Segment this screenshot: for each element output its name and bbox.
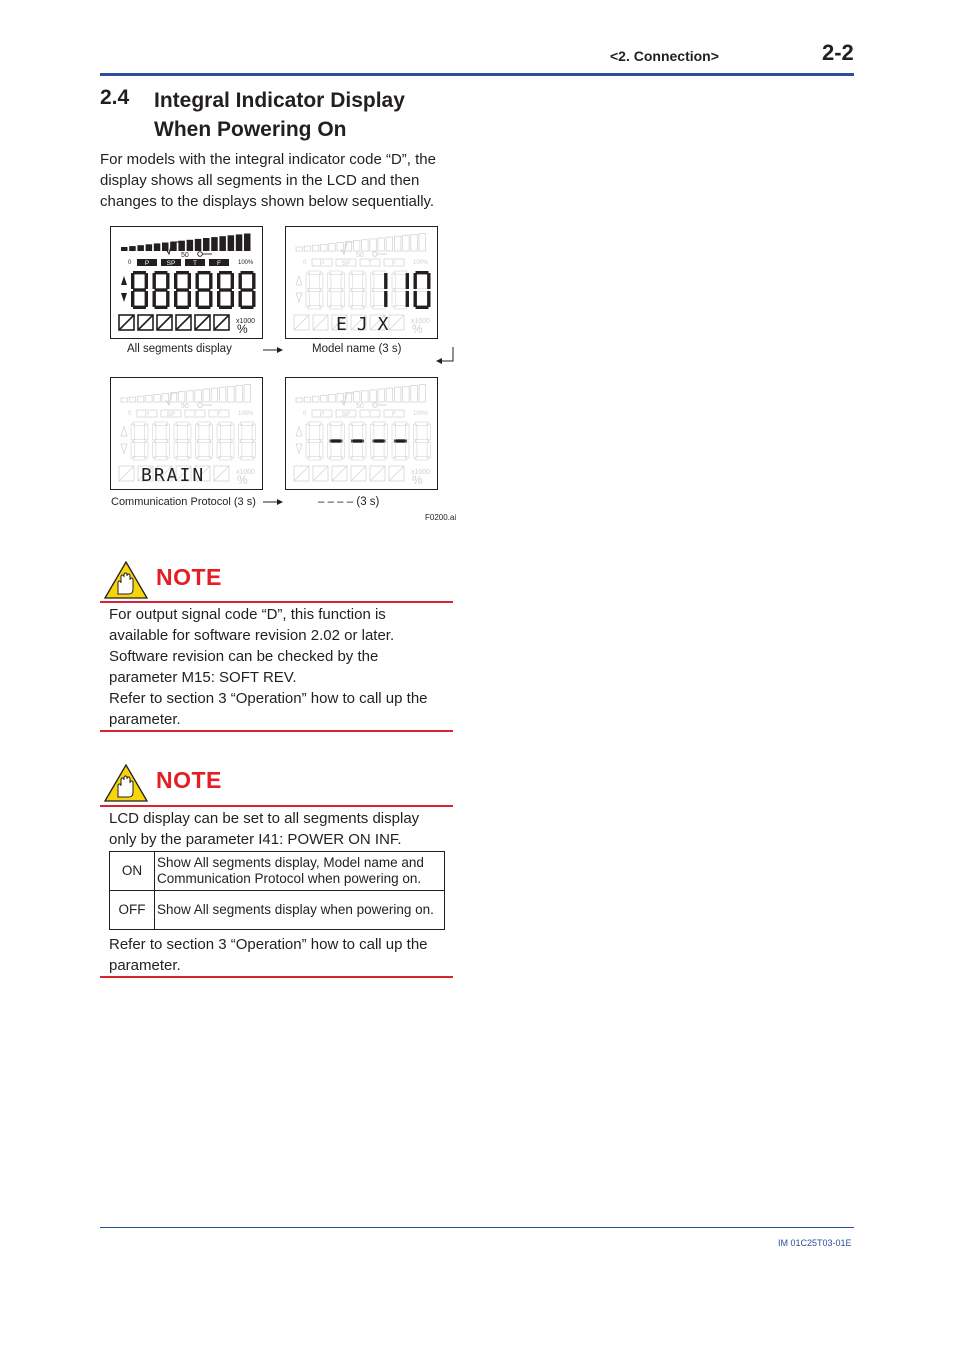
- note-line: parameter.: [109, 711, 181, 728]
- lcd-label-zero: 0: [303, 411, 307, 417]
- bargraph-segment: [244, 385, 251, 403]
- lcd-label-100pct: 100%: [413, 411, 429, 417]
- bargraph-segment: [403, 235, 410, 251]
- bargraph-segment: [353, 241, 360, 251]
- bargraph-segment: [304, 397, 311, 402]
- lcd-graphic: [111, 227, 262, 338]
- lcd-big-digit: [196, 271, 213, 309]
- table-row: [110, 852, 445, 891]
- lcd-small-char: [294, 315, 309, 330]
- bargraph-segment: [219, 387, 226, 402]
- bargraph-segment: [419, 234, 426, 252]
- note-bottom-rule: [100, 730, 453, 732]
- bargraph-segment: [370, 390, 377, 402]
- lcd-small-char: [176, 315, 191, 330]
- bargraph-segment: [296, 398, 303, 402]
- lcd-label-x1000: x1000: [411, 318, 431, 325]
- lcd-label-percent: %: [237, 322, 248, 336]
- lcd-small-text: BRAIN: [141, 465, 206, 486]
- note-line: parameter M15: SOFT REV.: [109, 669, 297, 686]
- chapter-label: <2. Connection>: [610, 48, 719, 64]
- bargraph-segment: [337, 394, 344, 403]
- intro-paragraph: For models with the integral indicator code “D”, the display shows all segments in the LCD and then changes to the displays shown below sequentially.: [100, 151, 436, 210]
- bargraph-segment: [162, 243, 169, 252]
- table-key: OFF: [110, 891, 155, 930]
- caution-hand-icon: [104, 764, 148, 802]
- note-1-body: [109, 604, 449, 730]
- section-number: 2.4: [100, 86, 130, 109]
- lcd-label-zero: 0: [303, 260, 307, 266]
- mode-indicator-label: F: [217, 260, 221, 267]
- bargraph-segment: [228, 235, 235, 251]
- lcd-small-text: EJX: [336, 314, 399, 335]
- lcd-label-50: 50: [356, 403, 364, 410]
- mode-indicator-label: T: [193, 260, 197, 267]
- down-triangle-icon: [121, 444, 127, 453]
- lcd-small-char: [157, 315, 172, 330]
- section-title-line2: When Powering On: [154, 118, 347, 141]
- mode-indicator-label: P: [144, 411, 150, 418]
- lcd-big-digit: [306, 271, 323, 309]
- lcd-big-digit: [306, 422, 323, 460]
- note-top-rule: [100, 601, 453, 603]
- note-line: available for software revision 2.02 or later.: [109, 627, 395, 644]
- lcd-big-digit: [174, 271, 191, 309]
- lcd-small-char: [294, 466, 309, 481]
- table-value: Show All segments display when powering on.: [155, 891, 445, 930]
- lcd-big-digit: [217, 271, 234, 309]
- lcd-big-digit: [239, 422, 256, 460]
- key-icon: [373, 403, 378, 408]
- lcd-panel-dashes: [285, 377, 438, 490]
- bargraph-segment: [203, 389, 210, 402]
- footer-rule: [100, 1227, 854, 1228]
- bargraph-segment: [137, 245, 144, 251]
- lcd-small-char: [195, 315, 210, 330]
- lcd-label-zero: 0: [128, 411, 132, 417]
- bargraph-segment: [419, 385, 426, 403]
- lcd-big-digit: [239, 271, 256, 309]
- lcd-panel-model-name: [285, 226, 438, 339]
- bargraph-segment: [321, 244, 328, 251]
- lcd-label-100pct: 100%: [238, 260, 254, 266]
- bargraph-segment: [312, 245, 319, 251]
- mode-indicator-label: SP: [341, 411, 351, 418]
- bargraph-segment: [386, 388, 393, 402]
- mode-indicator-label: F: [217, 411, 221, 418]
- sqrt-icon: [166, 393, 179, 405]
- note-2-body: [109, 808, 449, 850]
- bargraph-segment: [394, 387, 401, 402]
- bargraph-segment: [219, 236, 226, 251]
- bargraph-segment: [362, 240, 369, 251]
- lcd-panel-comm-protocol: [110, 377, 263, 490]
- note-line: For output signal code “D”, this function is: [109, 606, 386, 623]
- lcd-label-50: 50: [181, 252, 189, 259]
- page-number: 2-2: [822, 40, 854, 65]
- header-rule: [100, 73, 854, 76]
- mode-indicator-label: P: [319, 260, 325, 267]
- bargraph-segment: [329, 394, 336, 402]
- bargraph-segment: [370, 239, 377, 251]
- key-icon: [198, 403, 203, 408]
- mode-indicator-label: T: [368, 411, 372, 418]
- bargraph-segment: [228, 386, 235, 402]
- up-triangle-icon: [296, 427, 302, 436]
- note-2-after: [109, 934, 449, 976]
- bargraph-segment: [296, 247, 303, 251]
- mode-indicator-label: P: [319, 411, 325, 418]
- bargraph-segment: [312, 396, 319, 402]
- lcd-big-digit: [153, 422, 170, 460]
- bargraph-segment: [211, 388, 218, 402]
- bargraph-segment: [178, 241, 185, 251]
- bargraph-segment: [337, 243, 344, 252]
- bargraph-segment: [154, 394, 161, 402]
- caption-model-name: Model name (3 s): [312, 343, 402, 355]
- power-on-inf-table: [109, 851, 445, 930]
- lcd-big-digit: [131, 422, 148, 460]
- mode-indicator-label: SP: [341, 260, 351, 267]
- bargraph-segment: [353, 392, 360, 402]
- caption-comm-protocol: Communication Protocol (3 s): [111, 496, 256, 508]
- section-title: [154, 86, 474, 144]
- table-row: [110, 891, 445, 930]
- down-triangle-icon: [296, 293, 302, 302]
- lcd-big-digit: [217, 422, 234, 460]
- bargraph-segment: [121, 398, 128, 402]
- lcd-big-digit: [392, 422, 409, 460]
- bargraph-segment: [203, 238, 210, 251]
- mode-indicator-label: SP: [166, 411, 176, 418]
- note-top-rule: [100, 805, 453, 807]
- document-id: IM 01C25T03-01E: [778, 1238, 852, 1248]
- bargraph-segment: [386, 237, 393, 251]
- lcd-graphic: [111, 378, 262, 489]
- lcd-big-digit: [174, 422, 191, 460]
- lcd-label-x1000: x1000: [236, 469, 256, 476]
- note-title: NOTE: [156, 564, 222, 590]
- lcd-label-zero: 0: [128, 260, 132, 266]
- lcd-big-digit: [328, 422, 345, 460]
- lcd-label-100pct: 100%: [413, 260, 429, 266]
- caution-hand-icon: [104, 561, 148, 599]
- lcd-big-digit: [153, 271, 170, 309]
- bargraph-segment: [187, 240, 194, 251]
- bargraph-segment: [236, 385, 243, 402]
- table-value: Show All segments display, Model name and Communication Protocol when powering on.: [155, 852, 445, 891]
- bargraph-segment: [137, 396, 144, 402]
- lcd-label-50: 50: [356, 252, 364, 259]
- bargraph-segment: [403, 386, 410, 402]
- bargraph-segment: [321, 395, 328, 402]
- note-line: Refer to section 3 “Operation” how to call up the: [109, 936, 428, 953]
- lcd-small-char: [332, 466, 347, 481]
- lcd-label-percent: %: [412, 322, 423, 336]
- down-triangle-icon: [121, 293, 127, 302]
- caption-dashes: – – – – (3 s): [318, 496, 380, 508]
- lcd-big-digit: [371, 271, 388, 309]
- lcd-small-char: [313, 315, 328, 330]
- bargraph-segment: [211, 237, 218, 251]
- lcd-small-char: [389, 466, 404, 481]
- lcd-big-digit: [131, 271, 148, 309]
- mode-indicator-label: F: [392, 260, 396, 267]
- figure-id: F0200.ai: [425, 513, 457, 522]
- lcd-big-digit: [349, 271, 366, 309]
- bargraph-segment: [244, 234, 251, 252]
- bargraph-segment: [121, 247, 128, 251]
- bargraph-segment: [378, 238, 385, 251]
- mode-indicator-label: F: [392, 411, 396, 418]
- lcd-label-50: 50: [181, 403, 189, 410]
- up-triangle-icon: [121, 276, 127, 285]
- mode-indicator-label: P: [144, 260, 150, 267]
- bargraph-segment: [178, 392, 185, 402]
- section-title-line1: Integral Indicator Display: [154, 89, 405, 112]
- lcd-label-percent: %: [237, 473, 248, 487]
- bargraph-segment: [411, 385, 418, 402]
- lcd-big-digit: [196, 422, 213, 460]
- lcd-label-x1000: x1000: [236, 318, 256, 325]
- bargraph-segment: [329, 243, 336, 251]
- lcd-small-char: [351, 466, 366, 481]
- bargraph-segment: [146, 244, 153, 251]
- note-title: NOTE: [156, 767, 222, 793]
- lcd-label-100pct: 100%: [238, 411, 254, 417]
- bargraph-segment: [146, 395, 153, 402]
- lcd-label-x1000: x1000: [411, 469, 431, 476]
- lcd-big-digit: [328, 271, 345, 309]
- lcd-panel-all-segments: [110, 226, 263, 339]
- return-arrow-icon: [434, 346, 456, 366]
- table-key: ON: [110, 852, 155, 891]
- bargraph-segment: [304, 246, 311, 251]
- lcd-small-char: [214, 315, 229, 330]
- bargraph-segment: [236, 234, 243, 251]
- lcd-big-digit: [414, 422, 431, 460]
- lcd-small-char: [370, 466, 385, 481]
- lcd-graphic: [286, 378, 437, 489]
- lcd-label-percent: %: [412, 473, 423, 487]
- key-icon: [198, 252, 203, 257]
- lcd-big-digit: [349, 422, 366, 460]
- bargraph-segment: [411, 234, 418, 251]
- lcd-big-digit: [371, 422, 388, 460]
- lcd-small-char: [313, 466, 328, 481]
- key-icon: [373, 252, 378, 257]
- mode-indicator-label: SP: [166, 260, 176, 267]
- mode-indicator-label: T: [368, 260, 372, 267]
- lcd-small-char: [214, 466, 229, 481]
- bargraph-segment: [129, 246, 136, 251]
- lcd-small-char: [138, 315, 153, 330]
- note-line: LCD display can be set to all segments display: [109, 810, 420, 827]
- note-line: only by the parameter I41: POWER ON INF.: [109, 831, 402, 848]
- arrow-right-icon: [262, 344, 284, 356]
- lcd-graphic: [286, 227, 437, 338]
- lcd-small-char: [119, 466, 134, 481]
- up-triangle-icon: [121, 427, 127, 436]
- note-line: Software revision can be checked by the: [109, 648, 379, 665]
- note-line: Refer to section 3 “Operation” how to call up the: [109, 690, 428, 707]
- bargraph-segment: [362, 391, 369, 402]
- note-line: parameter.: [109, 957, 181, 974]
- lcd-big-digit: [414, 271, 431, 309]
- up-triangle-icon: [296, 276, 302, 285]
- bargraph-segment: [129, 397, 136, 402]
- bargraph-segment: [187, 391, 194, 402]
- bargraph-segment: [162, 394, 169, 403]
- bargraph-segment: [195, 239, 202, 251]
- down-triangle-icon: [296, 444, 302, 453]
- note-bottom-rule: [100, 976, 453, 978]
- bargraph-segment: [195, 390, 202, 402]
- lcd-big-digit: [392, 271, 409, 309]
- bargraph-segment: [394, 236, 401, 251]
- caption-all-segments: All segments display: [127, 343, 232, 355]
- bargraph-segment: [154, 243, 161, 251]
- bargraph-segment: [378, 389, 385, 402]
- arrow-right-icon: [262, 496, 284, 508]
- mode-indicator-label: T: [193, 411, 197, 418]
- lcd-small-char: [119, 315, 134, 330]
